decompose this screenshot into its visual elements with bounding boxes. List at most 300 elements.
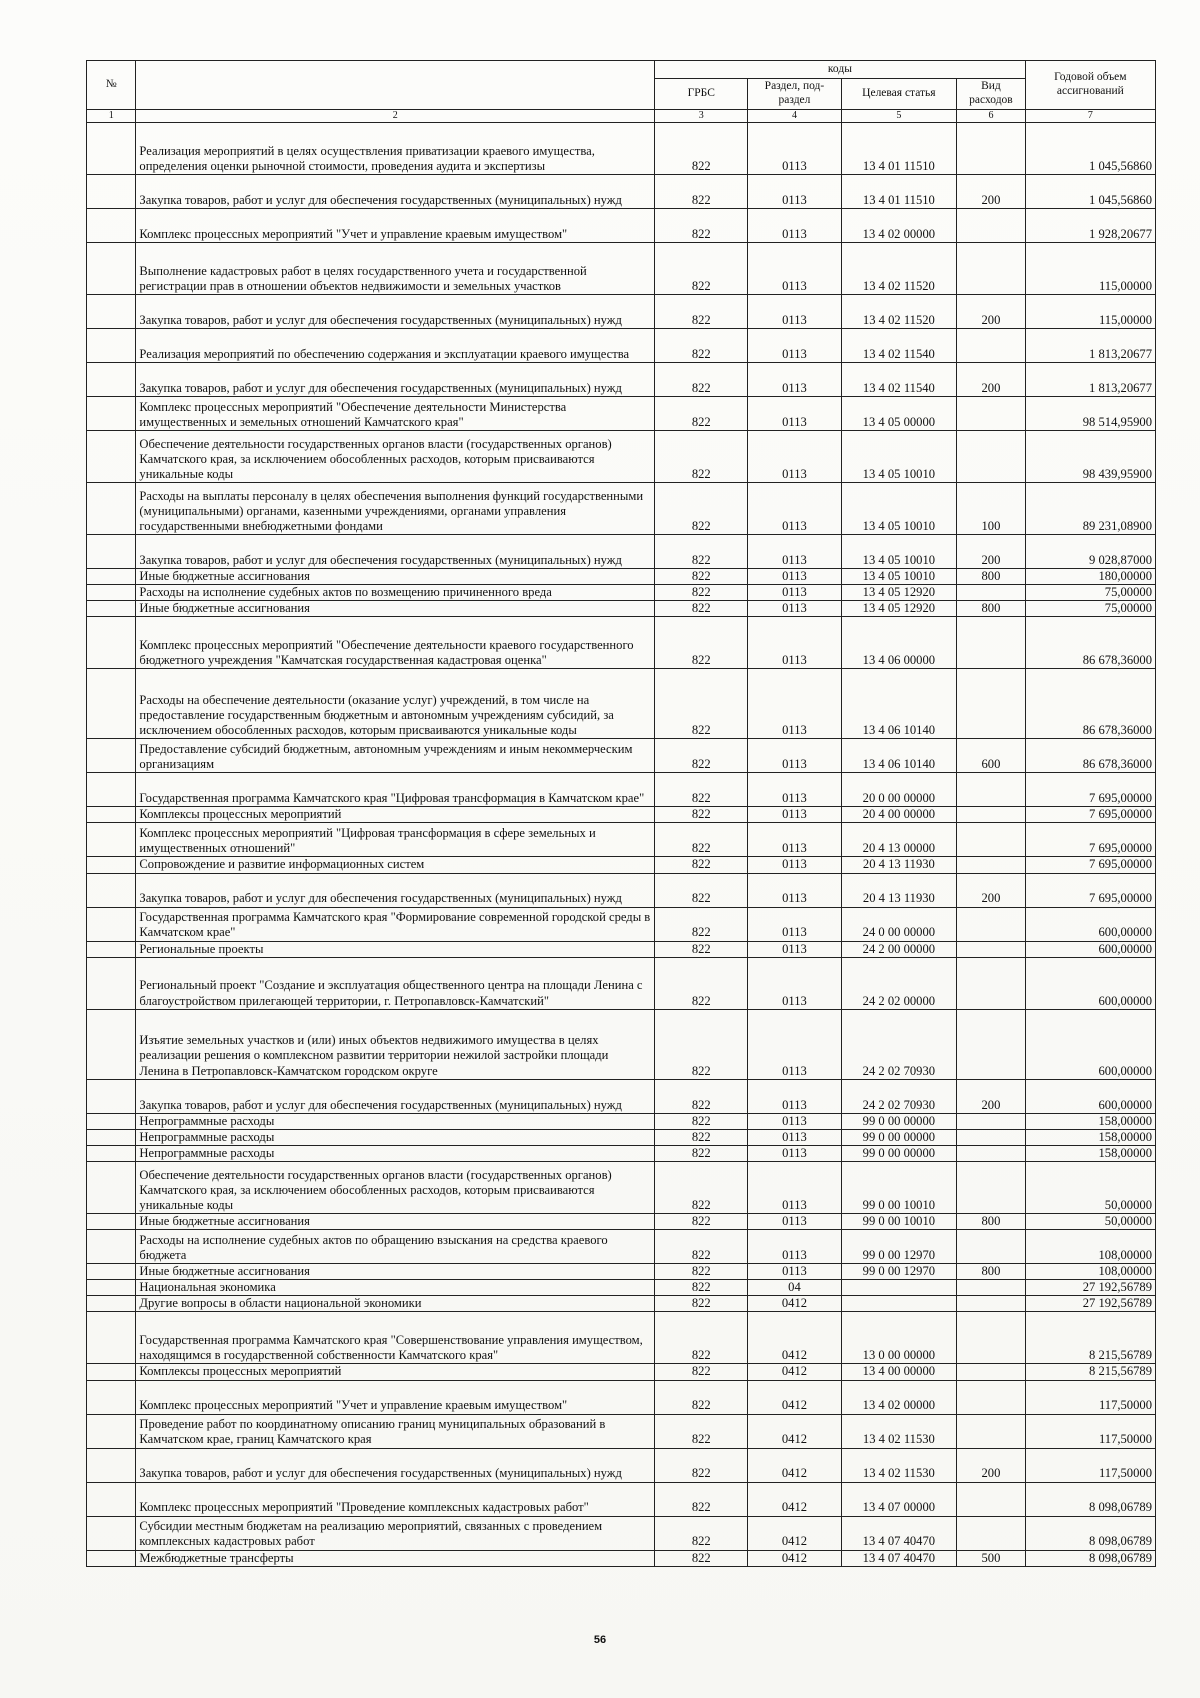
row-amount: 7 695,00000	[1025, 873, 1155, 907]
row-amount: 8 215,56789	[1025, 1364, 1155, 1380]
row-name: Закупка товаров, работ и услуг для обеспечения государственных (муниципальных) нужд	[136, 873, 655, 907]
row-grbs: 822	[655, 873, 748, 907]
row-target: 20 4 13 11930	[841, 857, 957, 873]
row-amount: 180,00000	[1025, 569, 1155, 585]
row-number-cell	[87, 1079, 136, 1113]
row-vid: 800	[957, 569, 1025, 585]
row-target: 13 4 02 11530	[841, 1414, 957, 1448]
row-amount: 1 045,56860	[1025, 175, 1155, 209]
row-grbs: 822	[655, 807, 748, 823]
row-grbs: 822	[655, 773, 748, 807]
row-vid: 200	[957, 363, 1025, 397]
row-target: 13 4 05 00000	[841, 397, 957, 431]
row-section: 0412	[748, 1380, 841, 1414]
row-vid	[957, 1312, 1025, 1364]
row-section: 0113	[748, 569, 841, 585]
row-grbs: 822	[655, 1079, 748, 1113]
row-section: 04	[748, 1280, 841, 1296]
row-vid	[957, 1380, 1025, 1414]
row-section: 0113	[748, 907, 841, 941]
row-vid	[957, 807, 1025, 823]
row-vid	[957, 585, 1025, 601]
table-body	[87, 123, 1156, 1567]
row-number-cell	[87, 585, 136, 601]
column-number: 4	[748, 110, 841, 123]
row-grbs: 822	[655, 1414, 748, 1448]
row-target: 13 4 02 11540	[841, 329, 957, 363]
row-grbs: 822	[655, 397, 748, 431]
table-row	[87, 617, 1156, 669]
row-section: 0113	[748, 739, 841, 773]
row-number-cell	[87, 1113, 136, 1129]
table-row	[87, 1550, 1156, 1566]
row-target: 24 2 02 70930	[841, 1079, 957, 1113]
row-vid	[957, 669, 1025, 739]
table-row	[87, 569, 1156, 585]
page-number: 56	[593, 1634, 607, 1646]
row-name: Комплекс процессных мероприятий "Проведение комплексных кадастровых работ"	[136, 1482, 655, 1516]
row-number-cell	[87, 295, 136, 329]
row-vid: 200	[957, 175, 1025, 209]
table-row	[87, 1312, 1156, 1364]
row-amount: 9 028,87000	[1025, 535, 1155, 569]
row-grbs: 822	[655, 669, 748, 739]
row-name: Государственная программа Камчатского края "Цифровая трансформация в Камчатском крае"	[136, 773, 655, 807]
row-grbs: 822	[655, 1380, 748, 1414]
row-name: Реализация мероприятий по обеспечению содержания и эксплуатации краевого имущества	[136, 329, 655, 363]
row-number-cell	[87, 823, 136, 857]
row-name: Межбюджетные трансферты	[136, 1550, 655, 1566]
row-section: 0412	[748, 1482, 841, 1516]
row-grbs: 822	[655, 857, 748, 873]
row-amount: 600,00000	[1025, 957, 1155, 1009]
row-section: 0412	[748, 1414, 841, 1448]
row-target: 99 0 00 00000	[841, 1145, 957, 1161]
row-vid	[957, 1113, 1025, 1129]
row-section: 0412	[748, 1448, 841, 1482]
table-row	[87, 1482, 1156, 1516]
row-name: Расходы на исполнение судебных актов по обращению взыскания на средства краевого бюджета	[136, 1230, 655, 1264]
table-row	[87, 397, 1156, 431]
row-section: 0412	[748, 1550, 841, 1566]
row-amount: 158,00000	[1025, 1113, 1155, 1129]
table-row	[87, 1448, 1156, 1482]
row-name: Иные бюджетные ассигнования	[136, 1213, 655, 1229]
row-amount: 1 813,20677	[1025, 329, 1155, 363]
column-number: 6	[957, 110, 1025, 123]
row-number-cell	[87, 957, 136, 1009]
row-amount: 1 045,56860	[1025, 123, 1155, 175]
row-target: 13 4 02 11540	[841, 363, 957, 397]
row-grbs: 822	[655, 1264, 748, 1280]
row-vid	[957, 397, 1025, 431]
row-section: 0113	[748, 535, 841, 569]
row-number-cell	[87, 857, 136, 873]
row-number-cell	[87, 807, 136, 823]
row-grbs: 822	[655, 601, 748, 617]
row-amount: 8 098,06789	[1025, 1516, 1155, 1550]
row-number-cell	[87, 431, 136, 483]
row-target: 13 4 05 10010	[841, 483, 957, 535]
row-grbs: 822	[655, 569, 748, 585]
row-section: 0113	[748, 483, 841, 535]
row-target: 13 4 07 40470	[841, 1550, 957, 1566]
row-section: 0113	[748, 873, 841, 907]
row-vid: 200	[957, 1448, 1025, 1482]
column-number: 1	[87, 110, 136, 123]
row-section: 0113	[748, 857, 841, 873]
row-amount: 27 192,56789	[1025, 1280, 1155, 1296]
row-target: 13 4 02 00000	[841, 209, 957, 243]
row-target	[841, 1296, 957, 1312]
row-name: Изъятие земельных участков и (или) иных объектов недвижимого имущества в целях реализации решения о комплексном развитии территории нежилой застройки площади Ленина в Петропавловск-Камчатском городском округе	[136, 1009, 655, 1079]
row-amount: 8 215,56789	[1025, 1312, 1155, 1364]
table-row	[87, 957, 1156, 1009]
row-target: 99 0 00 00000	[841, 1129, 957, 1145]
row-target: 20 4 13 00000	[841, 823, 957, 857]
row-number-cell	[87, 1230, 136, 1264]
table-row	[87, 941, 1156, 957]
row-section: 0113	[748, 1264, 841, 1280]
row-amount: 1 813,20677	[1025, 363, 1155, 397]
column-number: 5	[841, 110, 957, 123]
row-grbs: 822	[655, 483, 748, 535]
row-grbs: 822	[655, 1448, 748, 1482]
row-name: Комплексы процессных мероприятий	[136, 807, 655, 823]
row-amount: 50,00000	[1025, 1213, 1155, 1229]
row-number-cell	[87, 1213, 136, 1229]
row-grbs: 822	[655, 1364, 748, 1380]
row-amount: 600,00000	[1025, 941, 1155, 957]
row-section: 0113	[748, 585, 841, 601]
table-row	[87, 1213, 1156, 1229]
row-amount: 108,00000	[1025, 1230, 1155, 1264]
row-number-cell	[87, 329, 136, 363]
row-name: Государственная программа Камчатского края "Формирование современной городской среды в Камчатском крае"	[136, 907, 655, 941]
table-row	[87, 585, 1156, 601]
table-row	[87, 823, 1156, 857]
row-target: 13 4 01 11510	[841, 175, 957, 209]
row-section: 0113	[748, 957, 841, 1009]
row-amount: 7 695,00000	[1025, 807, 1155, 823]
row-vid	[957, 209, 1025, 243]
row-vid: 500	[957, 1550, 1025, 1566]
row-section: 0113	[748, 295, 841, 329]
row-vid	[957, 1230, 1025, 1264]
row-section: 0113	[748, 617, 841, 669]
row-grbs: 822	[655, 739, 748, 773]
table-row	[87, 1079, 1156, 1113]
row-amount: 7 695,00000	[1025, 773, 1155, 807]
row-target: 13 4 05 10010	[841, 535, 957, 569]
row-target: 13 4 05 10010	[841, 569, 957, 585]
row-amount: 117,50000	[1025, 1448, 1155, 1482]
table-row	[87, 773, 1156, 807]
row-number-cell	[87, 1380, 136, 1414]
table-row	[87, 329, 1156, 363]
row-name: Сопровождение и развитие информационных систем	[136, 857, 655, 873]
table-row	[87, 295, 1156, 329]
row-vid	[957, 243, 1025, 295]
row-vid: 200	[957, 873, 1025, 907]
row-target: 99 0 00 12970	[841, 1264, 957, 1280]
table-row	[87, 1380, 1156, 1414]
row-target: 20 4 13 11930	[841, 873, 957, 907]
row-amount: 86 678,36000	[1025, 739, 1155, 773]
row-grbs: 822	[655, 1113, 748, 1129]
row-grbs: 822	[655, 1161, 748, 1213]
row-grbs: 822	[655, 209, 748, 243]
row-amount: 117,50000	[1025, 1380, 1155, 1414]
row-grbs: 822	[655, 329, 748, 363]
row-name: Закупка товаров, работ и услуг для обеспечения государственных (муниципальных) нужд	[136, 175, 655, 209]
row-grbs: 822	[655, 617, 748, 669]
row-name: Региональные проекты	[136, 941, 655, 957]
row-number-cell	[87, 1414, 136, 1448]
row-vid	[957, 123, 1025, 175]
row-amount: 115,00000	[1025, 243, 1155, 295]
row-target: 13 4 02 11530	[841, 1448, 957, 1482]
row-section: 0113	[748, 397, 841, 431]
row-amount: 108,00000	[1025, 1264, 1155, 1280]
row-name: Комплекс процессных мероприятий "Обеспечение деятельности Министерства имущественных и земельных отношений Камчатского края"	[136, 397, 655, 431]
row-amount: 117,50000	[1025, 1414, 1155, 1448]
row-name: Закупка товаров, работ и услуг для обеспечения государственных (муниципальных) нужд	[136, 1448, 655, 1482]
table-row	[87, 669, 1156, 739]
row-vid	[957, 1296, 1025, 1312]
row-amount: 75,00000	[1025, 601, 1155, 617]
row-name: Комплексы процессных мероприятий	[136, 1364, 655, 1380]
row-amount: 8 098,06789	[1025, 1482, 1155, 1516]
row-amount: 600,00000	[1025, 1009, 1155, 1079]
table-row	[87, 483, 1156, 535]
row-vid	[957, 941, 1025, 957]
row-amount: 98 439,95900	[1025, 431, 1155, 483]
row-name: Национальная экономика	[136, 1280, 655, 1296]
row-number-cell	[87, 773, 136, 807]
row-name: Обеспечение деятельности государственных органов власти (государственных органов) Камчатского края, за исключением обособленных расходов, которым присваиваются уникальные коды	[136, 431, 655, 483]
row-number-cell	[87, 1009, 136, 1079]
column-number: 7	[1025, 110, 1155, 123]
row-target: 99 0 00 10010	[841, 1161, 957, 1213]
row-target: 13 4 02 00000	[841, 1380, 957, 1414]
row-name: Закупка товаров, работ и услуг для обеспечения государственных (муниципальных) нужд	[136, 363, 655, 397]
row-number-cell	[87, 483, 136, 535]
table-row	[87, 1280, 1156, 1296]
row-name: Закупка товаров, работ и услуг для обеспечения государственных (муниципальных) нужд	[136, 295, 655, 329]
table-row	[87, 243, 1156, 295]
row-vid	[957, 907, 1025, 941]
row-target: 13 4 05 12920	[841, 585, 957, 601]
row-section: 0113	[748, 1009, 841, 1079]
row-section: 0113	[748, 329, 841, 363]
row-target: 13 4 07 00000	[841, 1482, 957, 1516]
row-target: 99 0 00 10010	[841, 1213, 957, 1229]
row-number-cell	[87, 535, 136, 569]
header-target: Целевая статья	[841, 79, 957, 110]
row-name: Иные бюджетные ассигнования	[136, 569, 655, 585]
row-section: 0113	[748, 773, 841, 807]
row-vid	[957, 1145, 1025, 1161]
row-name: Реализация мероприятий в целях осуществления приватизации краевого имущества, определения оценки рыночной стоимости, проведения аудита и экспертизы	[136, 123, 655, 175]
row-number-cell	[87, 1448, 136, 1482]
row-section: 0113	[748, 1230, 841, 1264]
table-row	[87, 1264, 1156, 1280]
row-target: 24 0 00 00000	[841, 907, 957, 941]
row-number-cell	[87, 907, 136, 941]
row-grbs: 822	[655, 1482, 748, 1516]
row-vid: 800	[957, 1213, 1025, 1229]
row-name: Иные бюджетные ассигнования	[136, 1264, 655, 1280]
row-vid: 200	[957, 1079, 1025, 1113]
row-name: Иные бюджетные ассигнования	[136, 601, 655, 617]
table-row	[87, 857, 1156, 873]
row-grbs: 822	[655, 1296, 748, 1312]
row-number-cell	[87, 123, 136, 175]
row-number-cell	[87, 1280, 136, 1296]
table-row	[87, 1516, 1156, 1550]
row-grbs: 822	[655, 1213, 748, 1229]
table-row	[87, 175, 1156, 209]
header-number: №	[87, 61, 136, 110]
row-grbs: 822	[655, 957, 748, 1009]
row-target: 13 4 07 40470	[841, 1516, 957, 1550]
table-row	[87, 1414, 1156, 1448]
row-section: 0113	[748, 941, 841, 957]
row-grbs: 822	[655, 585, 748, 601]
table-row	[87, 907, 1156, 941]
row-number-cell	[87, 1482, 136, 1516]
table-row	[87, 873, 1156, 907]
row-section: 0412	[748, 1312, 841, 1364]
row-number-cell	[87, 397, 136, 431]
row-amount: 27 192,56789	[1025, 1296, 1155, 1312]
row-section: 0113	[748, 823, 841, 857]
row-name: Выполнение кадастровых работ в целях государственного учета и государственной регистрации прав в отношении объектов недвижимости и земельных участков	[136, 243, 655, 295]
row-number-cell	[87, 175, 136, 209]
row-section: 0113	[748, 1145, 841, 1161]
row-vid	[957, 773, 1025, 807]
row-amount: 600,00000	[1025, 1079, 1155, 1113]
row-target: 99 0 00 00000	[841, 1113, 957, 1129]
row-name: Расходы на обеспечение деятельности (оказание услуг) учреждений, в том числе на предоставление государственным бюджетным и автономным учреждениям субсидий, за исключением обособленных расходов, которым присваиваются уникальные коды	[136, 669, 655, 739]
row-grbs: 822	[655, 1550, 748, 1566]
row-target: 13 4 02 11520	[841, 295, 957, 329]
row-grbs: 822	[655, 431, 748, 483]
row-amount: 158,00000	[1025, 1145, 1155, 1161]
row-name: Государственная программа Камчатского края "Совершенствование управления имуществом, находящимся в государственной собственности Камчатского края"	[136, 1312, 655, 1364]
table-row	[87, 807, 1156, 823]
row-grbs: 822	[655, 1516, 748, 1550]
row-section: 0113	[748, 175, 841, 209]
row-name: Непрограммные расходы	[136, 1129, 655, 1145]
table-row	[87, 123, 1156, 175]
row-amount: 98 514,95900	[1025, 397, 1155, 431]
row-target: 24 2 00 00000	[841, 941, 957, 957]
row-name: Другие вопросы в области национальной экономики	[136, 1296, 655, 1312]
row-grbs: 822	[655, 1280, 748, 1296]
row-section: 0113	[748, 1113, 841, 1129]
row-grbs: 822	[655, 1009, 748, 1079]
row-grbs: 822	[655, 295, 748, 329]
row-name: Расходы на выплаты персоналу в целях обеспечения выполнения функций государственными (муниципальными) органами, казенными учреждениями, органами управления государственными внебюджетными фондами	[136, 483, 655, 535]
row-target: 13 4 05 12920	[841, 601, 957, 617]
column-number: 3	[655, 110, 748, 123]
row-section: 0113	[748, 243, 841, 295]
row-section: 0113	[748, 363, 841, 397]
row-vid: 100	[957, 483, 1025, 535]
row-vid	[957, 1414, 1025, 1448]
table-row	[87, 601, 1156, 617]
row-vid	[957, 957, 1025, 1009]
row-vid: 600	[957, 739, 1025, 773]
row-vid	[957, 431, 1025, 483]
row-vid	[957, 1161, 1025, 1213]
row-amount: 158,00000	[1025, 1129, 1155, 1145]
row-target: 13 4 05 10010	[841, 431, 957, 483]
row-number-cell	[87, 1161, 136, 1213]
row-section: 0113	[748, 123, 841, 175]
row-section: 0113	[748, 601, 841, 617]
row-number-cell	[87, 669, 136, 739]
row-section: 0113	[748, 1129, 841, 1145]
header-name	[136, 61, 655, 110]
row-vid	[957, 329, 1025, 363]
row-target: 20 4 00 00000	[841, 807, 957, 823]
row-section: 0412	[748, 1516, 841, 1550]
row-name: Непрограммные расходы	[136, 1113, 655, 1129]
row-number-cell	[87, 1516, 136, 1550]
row-number-cell	[87, 569, 136, 585]
row-section: 0113	[748, 807, 841, 823]
header-vid: Вид расходов	[957, 79, 1025, 110]
row-vid	[957, 617, 1025, 669]
row-number-cell	[87, 209, 136, 243]
row-name: Комплекс процессных мероприятий "Учет и управление краевым имуществом"	[136, 209, 655, 243]
row-target: 24 2 02 70930	[841, 1009, 957, 1079]
table-row	[87, 1161, 1156, 1213]
row-amount: 8 098,06789	[1025, 1550, 1155, 1566]
table-row	[87, 1129, 1156, 1145]
table-row	[87, 1230, 1156, 1264]
row-vid: 800	[957, 601, 1025, 617]
row-amount: 7 695,00000	[1025, 823, 1155, 857]
row-grbs: 822	[655, 175, 748, 209]
row-section: 0113	[748, 431, 841, 483]
row-name: Предоставление субсидий бюджетным, автономным учреждениям и иным некоммерческим организациям	[136, 739, 655, 773]
row-grbs: 822	[655, 1230, 748, 1264]
row-number-cell	[87, 617, 136, 669]
table-row	[87, 1009, 1156, 1079]
row-name: Комплекс процессных мероприятий "Цифровая трансформация в сфере земельных и имущественных отношений"	[136, 823, 655, 857]
row-vid	[957, 1482, 1025, 1516]
row-number-cell	[87, 1312, 136, 1364]
row-number-cell	[87, 363, 136, 397]
row-target: 13 4 06 10140	[841, 669, 957, 739]
row-section: 0412	[748, 1364, 841, 1380]
row-vid	[957, 1364, 1025, 1380]
row-number-cell	[87, 873, 136, 907]
row-grbs: 822	[655, 535, 748, 569]
row-target: 13 4 00 00000	[841, 1364, 957, 1380]
table-row	[87, 535, 1156, 569]
row-name: Непрограммные расходы	[136, 1145, 655, 1161]
row-name: Обеспечение деятельности государственных органов власти (государственных органов) Камчатского края, за исключением обособленных расходов, которым присваиваются уникальные коды	[136, 1161, 655, 1213]
row-grbs: 822	[655, 123, 748, 175]
table-row	[87, 1296, 1156, 1312]
row-vid: 200	[957, 295, 1025, 329]
row-name: Комплекс процессных мероприятий "Обеспечение деятельности краевого государственного бюджетного учреждения "Камчатская государственная кадастровая оценка"	[136, 617, 655, 669]
